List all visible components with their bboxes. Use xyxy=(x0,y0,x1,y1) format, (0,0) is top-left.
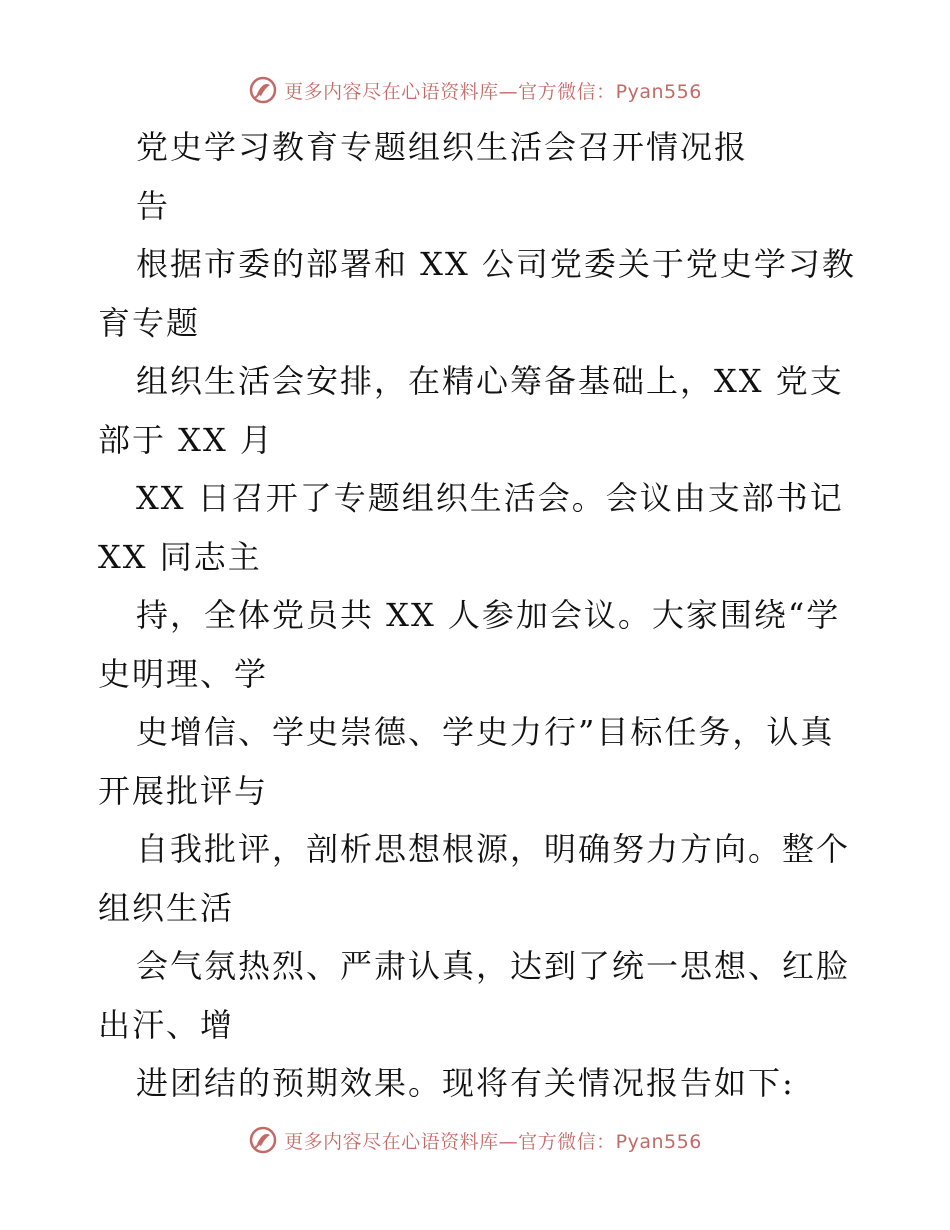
text-line: 党史学习教育专题组织生活会召开情况报 xyxy=(136,128,749,166)
watermark-header xyxy=(0,70,950,110)
text-line: 持，全体党员共 XX 人参加会议。大家围绕“学 xyxy=(136,596,841,634)
text-line: XX 同志主 xyxy=(98,537,262,576)
text-line: 开展批评与 xyxy=(98,771,269,810)
text-line: 根据市委的部署和 XX 公司党委关于党史学习教 xyxy=(136,245,856,283)
text-line: 育专题 xyxy=(98,303,201,342)
watermark-text: 更多内容尽在心语资料库—官方微信：Pyan556 xyxy=(284,80,702,103)
text-line: 告 xyxy=(136,186,171,225)
text-line: 史明理、学 xyxy=(98,654,269,693)
text-line: 部于 XX 月 xyxy=(98,420,274,459)
text-line: XX 日召开了专题组织生活会。会议由支部书记 xyxy=(136,479,844,517)
text-line: 进团结的预期效果。现将有关情况报告如下: xyxy=(136,1064,795,1102)
text-line: 组织生活会安排，在精心筹备基础上，XX 党支 xyxy=(136,362,844,400)
text-line: 组织生活 xyxy=(98,888,235,927)
text-line: 自我批评，剖析思想根源，明确努力方向。整个 xyxy=(136,830,851,868)
logo-icon xyxy=(248,1125,278,1155)
watermark-text: 更多内容尽在心语资料库—官方微信：Pyan556 xyxy=(284,1130,702,1153)
text-line: 出汗、增 xyxy=(98,1005,235,1044)
text-line: 会气氛热烈、严肃认真，达到了统一思想、红脸 xyxy=(136,947,851,985)
watermark-footer xyxy=(0,1120,950,1160)
document-body xyxy=(98,118,858,1113)
text-line: 史增信、学史崇德、学史力行”目标任务，认真 xyxy=(136,713,835,751)
logo-icon xyxy=(248,75,278,105)
